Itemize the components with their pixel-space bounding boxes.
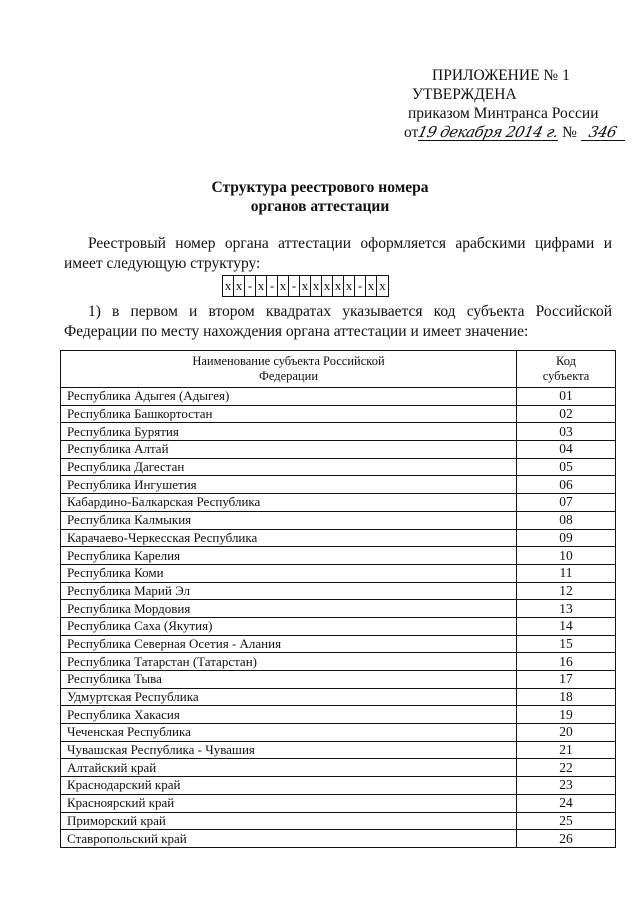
subject-code-cell: 19 (517, 706, 616, 724)
intro-paragraph (64, 234, 612, 274)
table-row (61, 617, 616, 635)
subject-code-cell: 14 (517, 617, 616, 635)
subjects-table-body (61, 388, 616, 848)
subject-name-cell: Ставропольский край (61, 830, 517, 848)
structure-cell: x (256, 276, 267, 296)
subject-name-cell: Республика Бурятия (61, 423, 517, 441)
subject-name-cell: Чеченская Республика (61, 724, 517, 742)
subject-name-cell: Краснодарский край (61, 777, 517, 795)
structure-cell: - (267, 276, 278, 296)
subject-name-cell: Республика Тыва (61, 671, 517, 689)
table-row (61, 777, 616, 795)
structure-cell: x (366, 276, 377, 296)
table-row (61, 671, 616, 689)
subject-name-cell: Республика Мордовия (61, 600, 517, 618)
structure-cell: x (311, 276, 322, 296)
structure-cell: x (344, 276, 355, 296)
table-row (61, 423, 616, 441)
table-row (61, 564, 616, 582)
appendix-header (404, 66, 624, 142)
table-row (61, 741, 616, 759)
table-row (61, 812, 616, 830)
subject-code-cell: 13 (517, 600, 616, 618)
table-row (61, 476, 616, 494)
subject-name-cell: Республика Адыгея (Адыгея) (61, 388, 517, 406)
subject-name-cell: Республика Башкортостан (61, 405, 517, 423)
from-prefix: от (404, 124, 419, 141)
subject-code-cell: 10 (517, 547, 616, 565)
subject-name-cell: Республика Коми (61, 564, 517, 582)
subject-code-cell: 23 (517, 777, 616, 795)
subject-code-cell: 01 (517, 388, 616, 406)
subject-name-cell: Республика Ингушетия (61, 476, 517, 494)
subject-code-cell: 18 (517, 688, 616, 706)
table-row (61, 706, 616, 724)
subject-code-cell: 09 (517, 529, 616, 547)
structure-cell: x (234, 276, 245, 296)
table-row (61, 830, 616, 848)
table-row (61, 600, 616, 618)
page-title (0, 178, 640, 216)
structure-cell: - (355, 276, 366, 296)
table-row (61, 653, 616, 671)
table-row (61, 529, 616, 547)
structure-cell: x (223, 276, 234, 296)
subject-name-cell: Приморский край (61, 812, 517, 830)
subject-code-cell: 25 (517, 812, 616, 830)
subject-code-cell: 17 (517, 671, 616, 689)
order-date-line (404, 123, 624, 142)
table-row (61, 494, 616, 512)
subject-name-cell: Карачаево-Черкесская Республика (61, 529, 517, 547)
subject-code-cell: 22 (517, 759, 616, 777)
number-prefix: № (562, 124, 577, 141)
table-row (61, 635, 616, 653)
subject-name-cell: Алтайский край (61, 759, 517, 777)
title-line-2: органов аттестации (250, 198, 390, 215)
subject-name-cell: Республика Калмыкия (61, 511, 517, 529)
table-row (61, 458, 616, 476)
table-header-row (61, 351, 616, 388)
subject-code-cell: 12 (517, 582, 616, 600)
table-row (61, 388, 616, 406)
table-row (61, 582, 616, 600)
subject-name-cell: Республика Карелия (61, 547, 517, 565)
intro-text: Реестровый номер органа аттестации оформляется арабскими цифрами и имеет следующую структуру: (64, 235, 612, 272)
table-row (61, 405, 616, 423)
title-line-1: Структура реестрового номера (211, 179, 429, 196)
structure-cell: - (245, 276, 256, 296)
subject-code-cell: 16 (517, 653, 616, 671)
subject-code-cell: 06 (517, 476, 616, 494)
subject-code-cell: 02 (517, 405, 616, 423)
structure-cell: x (300, 276, 311, 296)
table-row (61, 688, 616, 706)
registry-number-structure (222, 275, 389, 297)
table-row (61, 794, 616, 812)
table-row (61, 547, 616, 565)
structure-cell: x (278, 276, 289, 296)
approval-label: УТВЕРЖДЕНА (412, 86, 517, 103)
subjects-table (60, 350, 616, 848)
header-subject-name: Наименование субъекта Российской Федерации (61, 351, 517, 388)
subject-name-cell: Республика Саха (Якутия) (61, 617, 517, 635)
header-subject-code: Код субъекта (517, 351, 616, 388)
subject-code-cell: 05 (517, 458, 616, 476)
subject-code-cell: 20 (517, 724, 616, 742)
subject-name-cell: Красноярский край (61, 794, 517, 812)
item-1-text: 1) в первом и втором квадратах указывается код субъекта Российской Федерации по месту нахождения органа аттестации и имеет значение: (64, 303, 612, 340)
subject-code-cell: 08 (517, 511, 616, 529)
order-label: приказом Минтранса России (408, 105, 599, 122)
subject-code-cell: 07 (517, 494, 616, 512)
subject-code-cell: 03 (517, 423, 616, 441)
structure-cell: - (289, 276, 300, 296)
table-row (61, 441, 616, 459)
appendix-number: ПРИЛОЖЕНИЕ № 1 (432, 67, 570, 84)
subject-name-cell: Республика Марий Эл (61, 582, 517, 600)
subject-name-cell: Республика Дагестан (61, 458, 517, 476)
subject-name-cell: Республика Северная Осетия - Алания (61, 635, 517, 653)
subject-name-cell: Удмуртская Республика (61, 688, 517, 706)
subject-code-cell: 04 (517, 441, 616, 459)
table-row (61, 724, 616, 742)
table-row (61, 759, 616, 777)
structure-cell: x (379, 278, 386, 293)
subject-code-cell: 24 (517, 794, 616, 812)
subject-name-cell: Республика Алтай (61, 441, 517, 459)
subject-code-cell: 21 (517, 741, 616, 759)
subject-name-cell: Кабардино-Балкарская Республика (61, 494, 517, 512)
subject-code-cell: 11 (517, 564, 616, 582)
item-1-paragraph (64, 302, 612, 342)
subject-name-cell: Чувашская Республика - Чувашия (61, 741, 517, 759)
subject-name-cell: Республика Хакасия (61, 706, 517, 724)
subject-name-cell: Республика Татарстан (Татарстан) (61, 653, 517, 671)
subject-code-cell: 26 (517, 830, 616, 848)
handwritten-number: 346 (587, 123, 619, 141)
subject-code-cell: 15 (517, 635, 616, 653)
structure-cell: x (322, 276, 333, 296)
structure-cell: x (333, 276, 344, 296)
handwritten-date: 19 декабря 2014 г. (416, 123, 561, 141)
table-row (61, 511, 616, 529)
